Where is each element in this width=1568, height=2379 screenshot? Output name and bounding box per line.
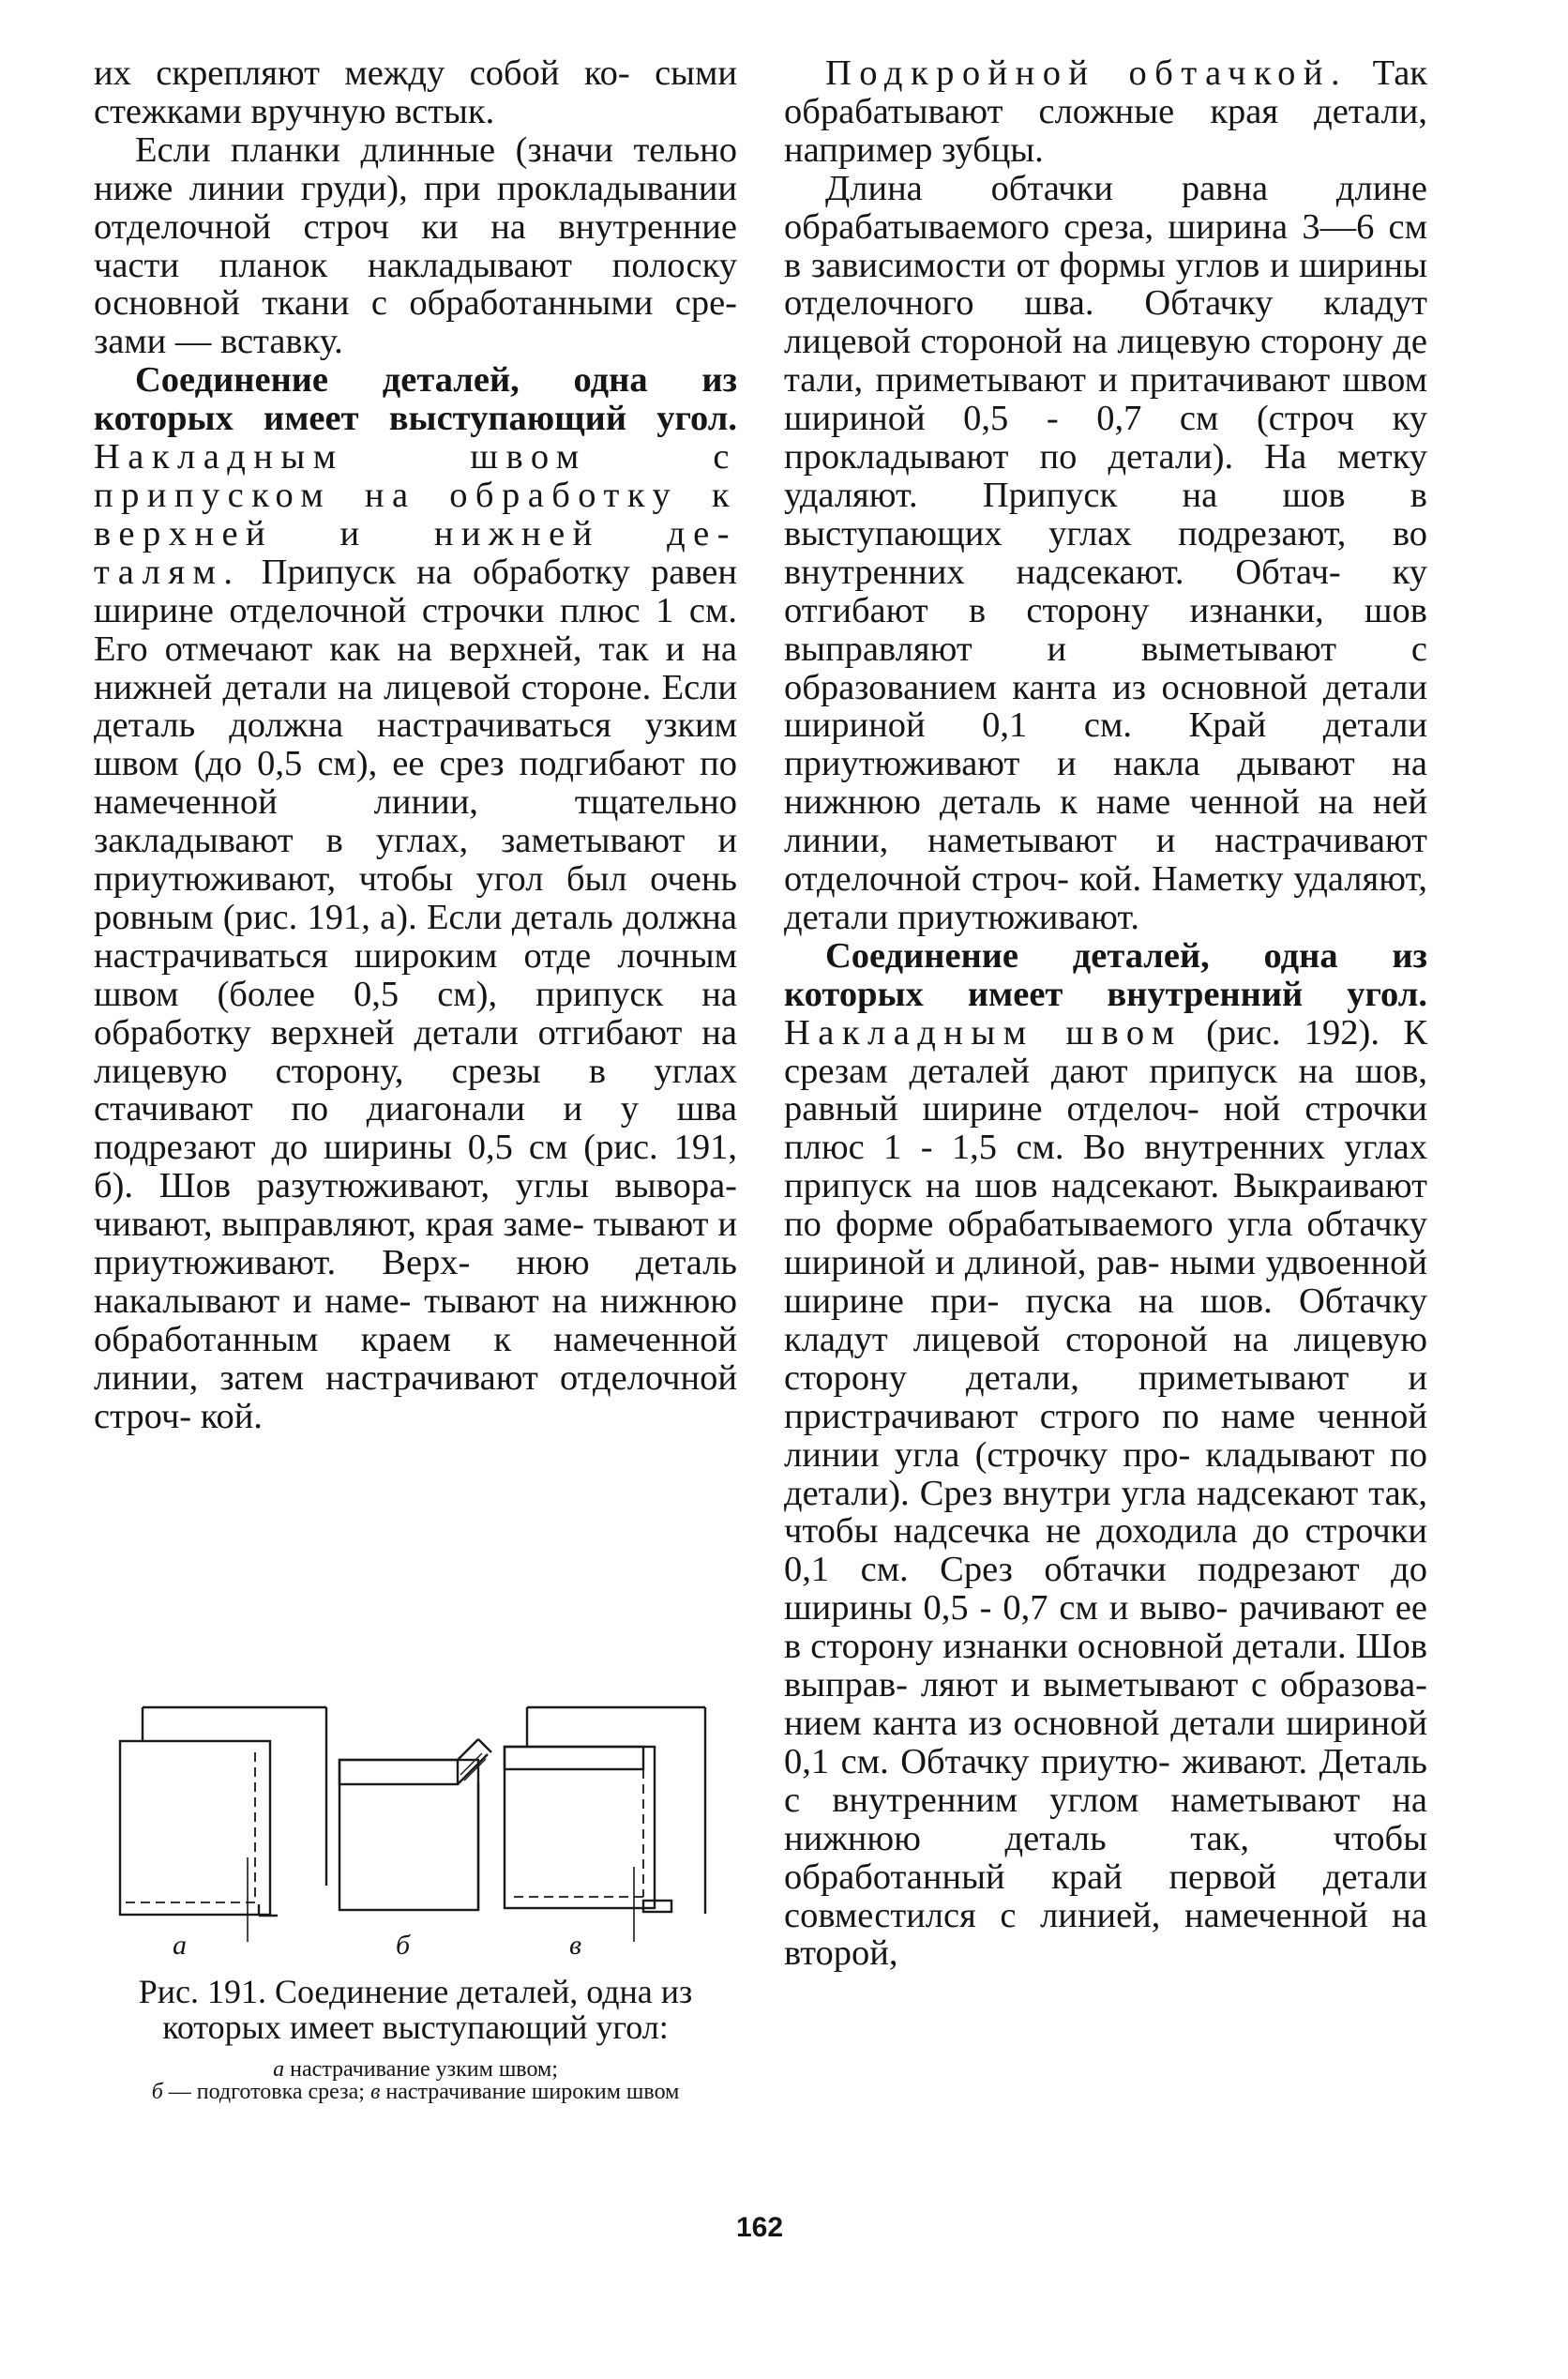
right-paragraph-3 xyxy=(784,937,1427,1973)
page-number: 162 xyxy=(735,2212,784,2243)
method-undercut-facing: Подкройной обтачкой. xyxy=(825,53,1349,93)
figure-caption-title: Рис. 191. Соединение деталей, одна из которых имеет выступающий угол: xyxy=(138,1973,693,2046)
section-heading-protruding-corner: Соединение деталей, одна из которых имеет выступающий угол. xyxy=(94,360,737,439)
figure-caption-legend xyxy=(94,2058,737,2103)
legend-text-c: настрачивание широким швом xyxy=(385,2080,680,2104)
figure-label-c: в xyxy=(569,1930,582,1961)
right-column xyxy=(784,54,1427,1973)
legend-text-b: — подготовка среза; xyxy=(168,2080,365,2104)
left-paragraph-3-body: Припуск на обработку равен ширине отделочной строчки плюс 1 см. Его отмечают как на верхней, так и на нижней детали на лицевой стороне. Если деталь должна настрачиваться узким швом (до 0,5 см), ее срез подгибают по намеченной линии, тщательно закладывают в углах, заметывают и приутюживают, чтобы угол был очень ровным (рис. 191, а). Если деталь должна настрачиваться широким отде лочным швом (более 0,5 см), припуск на обработку верхней детали отгибают на лицевую сторону, срезы в углах стачивают по диагонали и у шва подрезают до ширины 0,5 см (рис. 191, б). Шов разутюживают, углы вывора- чивают, выправляют, края заме- тывают и приутюживают. Верх- нюю деталь накалывают и наме- тывают на нижнюю обработанным краем к намеченной линии, затем настрачивают отделочной строч- кой. xyxy=(94,552,737,1436)
method-spaced-text: Накладным швом с припуском на обработку к верхней и нижней де- талям. xyxy=(94,437,737,592)
legend-key-c: в xyxy=(369,2080,381,2104)
figure-part-b xyxy=(339,1739,491,1910)
left-column xyxy=(94,54,737,1436)
figure-label-b: б xyxy=(396,1930,411,1961)
right-paragraph-3-body: (рис. 192). К срезам деталей дают припуск на шов, равный ширине отделоч- ной строчки плюс 1 - 1,5 см. Во внутренних углах припуск на шов надсекают. Выкраивают по форме обрабатываемого угла обтачку шириной и длиной, рав- ными удвоенной ширине при- пуска на шов. Обтачку кладут лицевой стороной на лицевую сторону детали, приметывают и пристрачивают строго по наме ченной линии угла (строчку про- кладывают по детали). Срез внутри угла надсекают так, чтобы надсечка не доходила до строчки 0,1 см. Срез обтачки подрезают до ширины 0,5 - 0,7 см и выво- рачивают ее в сторону изнанки основной детали. Шов выправ- ляют и выметывают с образова- нием канта из основной детали шириной 0,1 см. Обтачку приутю- живают. Деталь с внутренним углом наметывают на нижнюю деталь так, чтобы обработанный край первой детали совместился с линией, намеченной на второй, xyxy=(784,1012,1428,1974)
right-paragraph-1 xyxy=(784,54,1427,170)
legend-key-a: а xyxy=(273,2057,285,2082)
left-paragraph-3 xyxy=(94,361,737,1435)
figure-part-c xyxy=(505,1707,705,1942)
figure-191 xyxy=(94,1689,737,2186)
right-paragraph-2: Длина обтачки равна длине обрабатываемого среза, ширина 3—6 см в зависимости от формы углов и ширины отделочного шва. Обтачку кладут лицевой стороной на лицевую сторону де тали, приметывают и притачивают швом шириной 0,5 - 0,7 см (строч ку прокладывают по детали). На метку удаляют. Припуск на шов в выступающих углах подрезают, во внутренних надсекают. Обтач- ку отгибают в сторону изнанки, шов выправляют и выметывают с образованием канта из основной детали шириной 0,1 см. Край детали приутюживают и накла дывают на нижнюю деталь к наме ченной на ней линии, наметывают и настрачивают отделочной строч- кой. Наметку удаляют, детали приутюживают. xyxy=(784,168,1427,937)
right-paragraph-1-body: Так обрабатывают сложные края детали, например зубцы. xyxy=(784,53,1427,170)
section-heading-inner-corner: Соединение деталей, одна из которых имеет внутренний угол. xyxy=(784,935,1427,1014)
method-overlap-seam: Накладным швом xyxy=(784,1012,1183,1053)
left-paragraph-2: Если планки длинные (значи тельно ниже линии груди), при прокладывании отделочной строч ки на внутренние части планок накладывают полоску основной ткани с обработанными сре- зами — вставку. xyxy=(94,129,737,362)
figure-label-a: а xyxy=(173,1930,187,1961)
figure-part-a xyxy=(120,1707,326,1942)
legend-key-b: б xyxy=(151,2080,163,2104)
figure-caption xyxy=(94,1974,737,2103)
left-paragraph-1: их скрепляют между собой ко- сыми стежками вручную встык. xyxy=(94,53,737,131)
legend-text-a: настрачивание узким швом; xyxy=(290,2057,558,2082)
figure-191-drawing xyxy=(94,1689,737,1970)
